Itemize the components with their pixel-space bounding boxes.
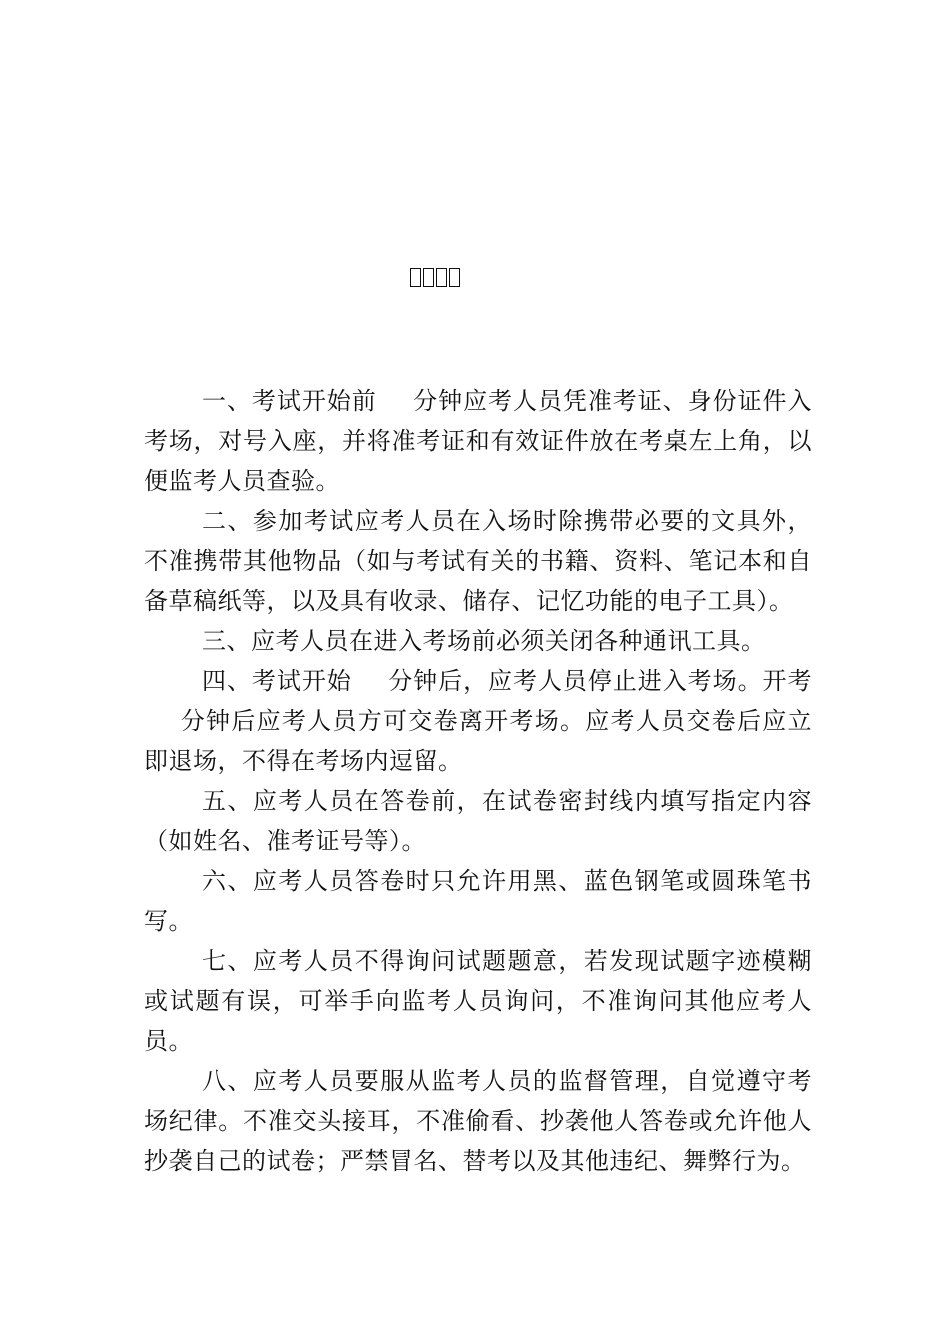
rule-1 — [144, 381, 812, 501]
rule-4 — [144, 661, 812, 781]
rule-7: 七、应考人员不得询问试题题意，若发现试题字迹模糊或试题有误，可举手向监考人员询问，不准询问其他应考人员。 — [144, 947, 812, 1055]
rule-4-text-part3: 分钟后应考人员方可交卷离开考场。应考人员交卷后应立即退场，不得在考场内逗留。 — [144, 707, 812, 775]
missing-glyph-box — [410, 268, 421, 287]
rule-4-text-part2: 分钟后，应考人员停止进入考场。开考 — [387, 667, 813, 695]
rule-1-text-start: 一、考试开始前 — [202, 387, 377, 415]
rule-5: 五、应考人员在答卷前，在试卷密封线内填写指定内容（如姓名、准考证号等）。 — [144, 787, 812, 855]
missing-glyph-box — [436, 268, 447, 287]
rule-3: 三、应考人员在进入考场前必须关闭各种通讯工具。 — [202, 627, 766, 655]
rule-1-text-end: 分钟应考人员凭准考证、身份证件入考场，对号入座，并将准考证和有效证件放在考桌左上角，以便监考人员查验。 — [144, 387, 813, 495]
rule-8: 八、应考人员要服从监考人员的监督管理，自觉遵守考场纪律。不准交头接耳，不准偷看、抄袭他人答卷或允许他人抄袭自己的试卷；严禁冒名、替考以及其他违纪、舞弊行为。 — [144, 1067, 812, 1175]
missing-glyph-box — [449, 268, 460, 287]
rule-6: 六、应考人员答卷时只允许用黑、蓝色钢笔或圆珠笔书写。 — [144, 867, 812, 935]
missing-glyph-box — [423, 268, 434, 287]
rule-4-text-part1: 四、考试开始 — [202, 667, 352, 695]
page-title — [0, 262, 950, 292]
rules-body — [144, 381, 812, 1181]
rule-2: 二、参加考试应考人员在入场时除携带必要的文具外，不准携带其他物品（如与考试有关的书籍、资料、笔记本和自备草稿纸等，以及具有收录、储存、记忆功能的电子工具）。 — [144, 507, 812, 615]
